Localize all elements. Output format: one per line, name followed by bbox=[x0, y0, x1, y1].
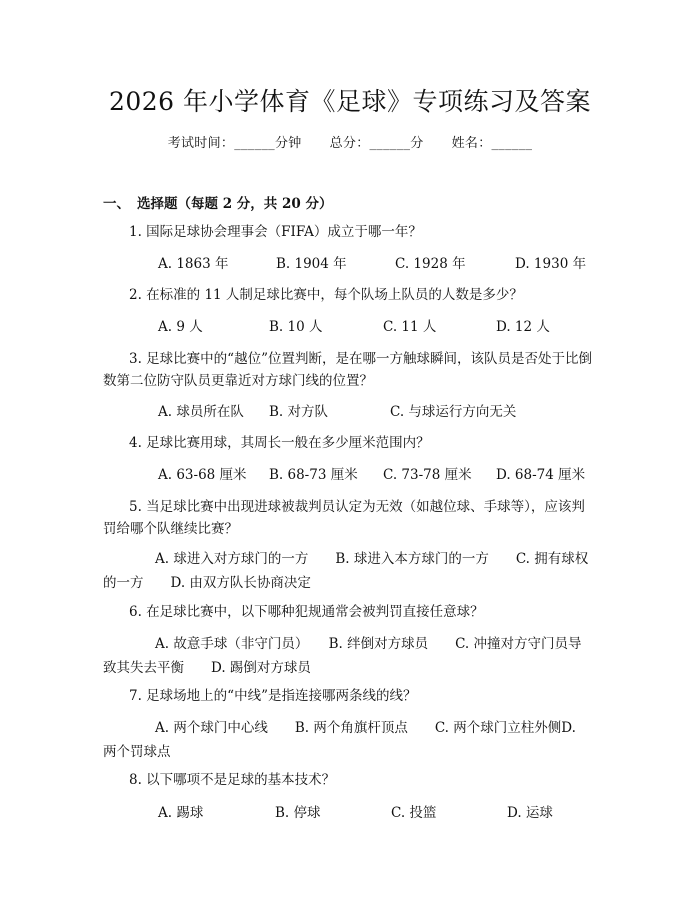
option-a: A. 63-68 厘米 bbox=[158, 467, 247, 483]
option-c: C. 73-78 厘米 bbox=[383, 467, 472, 483]
option-d: D. 运球 bbox=[507, 805, 553, 821]
option-a: A. 踢球 bbox=[158, 805, 204, 821]
option-d: D. 68-74 厘米 bbox=[496, 467, 586, 483]
option-a: A. 球员所在队 bbox=[158, 404, 244, 420]
question-5-stem: 5. 当足球比赛中出现进球被裁判员认定为无效（如越位球、手球等），应该判罚给哪个队继续比赛？ bbox=[103, 499, 585, 537]
option-c: C. 11 人 bbox=[383, 319, 437, 335]
option-b: B. 10 人 bbox=[269, 319, 323, 335]
question-7-options: A. 两个球门中心线 B. 两个角旗杆顶点 C. 两个球门立柱外侧D. 两个罚球点 bbox=[103, 720, 576, 760]
option-d: D. 1930 年 bbox=[515, 256, 587, 272]
section-heading bbox=[103, 192, 332, 212]
question-3-stem: 3. 足球比赛中的“越位”位置判断，是在哪一方触球瞬间，该队员是否处于比倒数第二位防守队员更靠近对方球门线的位置？ bbox=[103, 351, 592, 389]
option-b: B. 1904 年 bbox=[276, 256, 347, 272]
question-1-stem: 1. 国际足球协会理事会（FIFA）成立于哪一年？ bbox=[129, 224, 422, 240]
question-5-options: A. 球进入对方球门的一方 B. 球进入本方球门的一方 C. 拥有球权的一方 D. 由双方队长协商决定 bbox=[103, 551, 589, 591]
option-c: C. 投篮 bbox=[391, 805, 437, 821]
question-6-options: A. 故意手球（非守门员） B. 绊倒对方球员 C. 冲撞对方守门员导致其失去平衡 D. 踢倒对方球员 bbox=[103, 636, 582, 676]
question-7-stem: 7. 足球场地上的“中线”是指连接哪两条线的线？ bbox=[129, 688, 417, 704]
option-c: C. 与球运行方向无关 bbox=[390, 404, 517, 420]
option-b: B. 对方队 bbox=[269, 404, 329, 420]
question-8-stem: 8. 以下哪项不是足球的基本技术？ bbox=[129, 772, 336, 788]
student-name-field: 姓名：______ bbox=[451, 136, 533, 151]
page-title: 2026 年小学体育《足球》专项练习及答案 bbox=[108, 87, 592, 116]
total-score-field: 总分：______分 bbox=[329, 136, 424, 151]
option-c: C. 1928 年 bbox=[395, 256, 466, 272]
option-a: A. 1863 年 bbox=[158, 256, 229, 272]
option-b: B. 68-73 厘米 bbox=[269, 467, 358, 483]
exam-meta bbox=[0, 132, 700, 151]
option-a: A. 9 人 bbox=[158, 319, 203, 335]
question-6-stem: 6. 在足球比赛中，以下哪种犯规通常会被判罚直接任意球？ bbox=[129, 604, 484, 620]
section-number: 一、 bbox=[103, 196, 130, 212]
exam-time-field: 考试时间：______分钟 bbox=[167, 136, 302, 151]
option-b: B. 停球 bbox=[275, 805, 321, 821]
question-2-stem: 2. 在标准的 11 人制足球比赛中，每个队场上队员的人数是多少？ bbox=[129, 287, 523, 303]
question-4-stem: 4. 足球比赛用球，其周长一般在多少厘米范围内？ bbox=[129, 435, 430, 451]
section-label: 选择题（每题 2 分，共 20 分） bbox=[137, 196, 333, 212]
option-d: D. 12 人 bbox=[496, 319, 550, 335]
